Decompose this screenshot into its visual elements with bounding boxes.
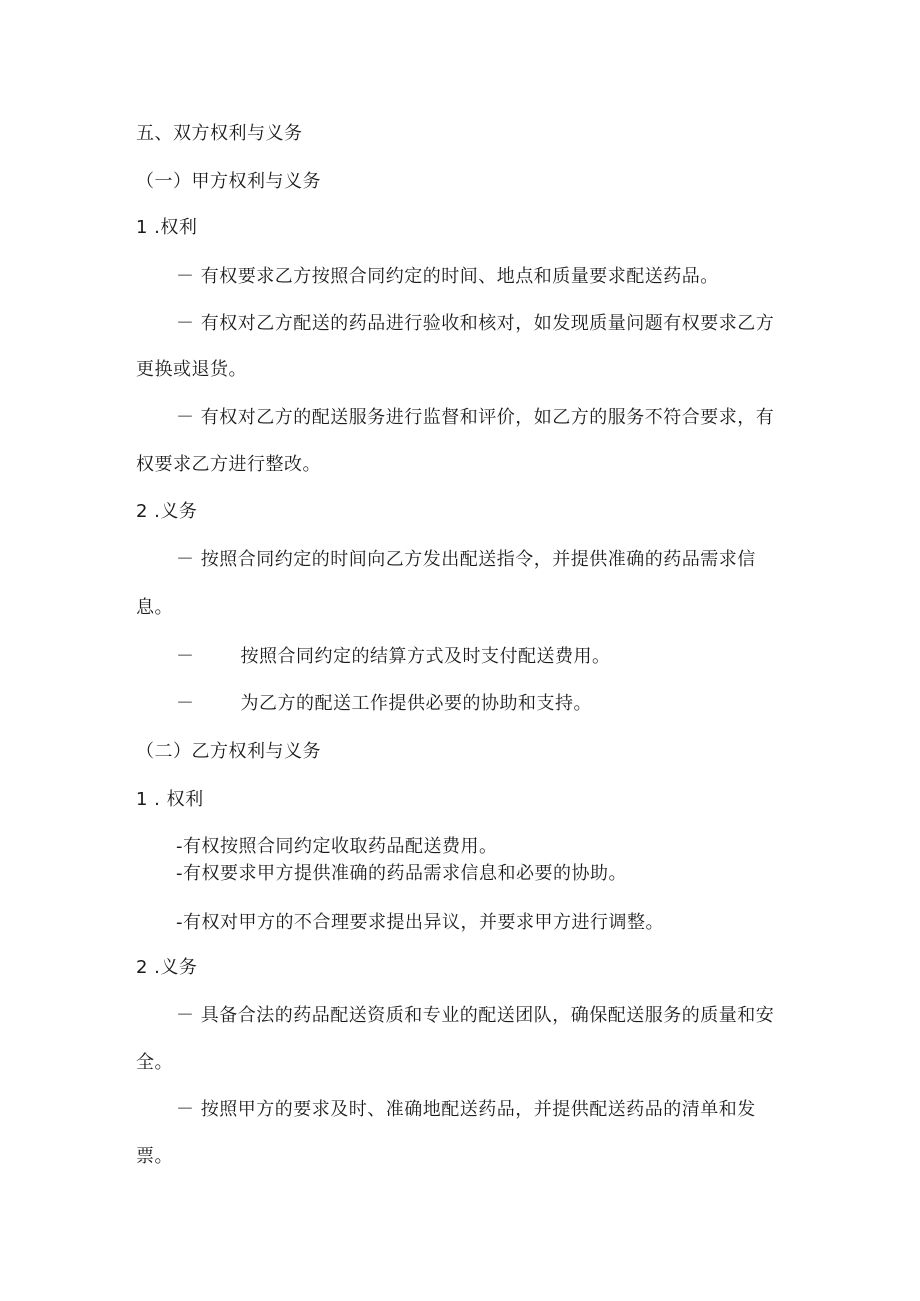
party-a-rights-label: 1 .权利 [136, 217, 198, 238]
party-b-right-3: -有权对甲方的不合理要求提出异议，并要求甲方进行调整。 [176, 912, 664, 933]
party-b-obligation-1-continued: 全。 [136, 1052, 173, 1073]
party-a-right-1: － 有权要求乙方按照合同约定的时间、地点和质量要求配送药品。 [176, 266, 719, 287]
party-a-right-3-continued: 权要求乙方进行整改。 [136, 454, 321, 475]
party-a-right-3: － 有权对乙方的配送服务进行监督和评价，如乙方的服务不符合要求，有 [176, 407, 775, 428]
party-a-obligation-1: － 按照合同约定的时间向乙方发出配送指令，并提供准确的药品需求信 [176, 549, 756, 570]
party-b-right-2: -有权要求甲方提供准确的药品需求信息和必要的协助。 [176, 863, 627, 884]
party-b-obligation-2: － 按照甲方的要求及时、准确地配送药品，并提供配送药品的清单和发 [176, 1099, 756, 1120]
party-b-obligations-label: 2 .义务 [136, 957, 198, 978]
party-a-obligation-3-text: 为乙方的配送工作提供必要的协助和支持。 [240, 693, 592, 714]
dash-marker: － [176, 646, 195, 667]
party-a-obligation-2 [176, 645, 611, 669]
party-b-obligation-2-continued: 票。 [136, 1146, 173, 1167]
party-a-right-2: － 有权对乙方配送的药品进行验收和核对，如发现质量问题有权要求乙方 [176, 313, 775, 334]
party-a-obligations-label: 2 .义务 [136, 501, 198, 522]
party-a-heading: （一）甲方权利与义务 [136, 171, 321, 192]
party-a-right-2-continued: 更换或退货。 [136, 359, 247, 380]
party-b-obligation-1: － 具备合法的药品配送资质和专业的配送团队，确保配送服务的质量和安 [176, 1005, 775, 1026]
party-b-rights-label: 1 . 权利 [136, 789, 204, 810]
party-a-obligation-1-continued: 息。 [136, 597, 173, 618]
party-a-obligation-2-text: 按照合同约定的结算方式及时支付配送费用。 [240, 646, 611, 667]
party-b-right-1: -有权按照合同约定收取药品配送费用。 [176, 836, 498, 857]
dash-marker: － [176, 693, 195, 714]
party-a-obligation-3 [176, 692, 592, 716]
section-title: 五、双方权利与义务 [136, 123, 303, 144]
party-b-heading: （二）乙方权利与义务 [136, 741, 321, 762]
